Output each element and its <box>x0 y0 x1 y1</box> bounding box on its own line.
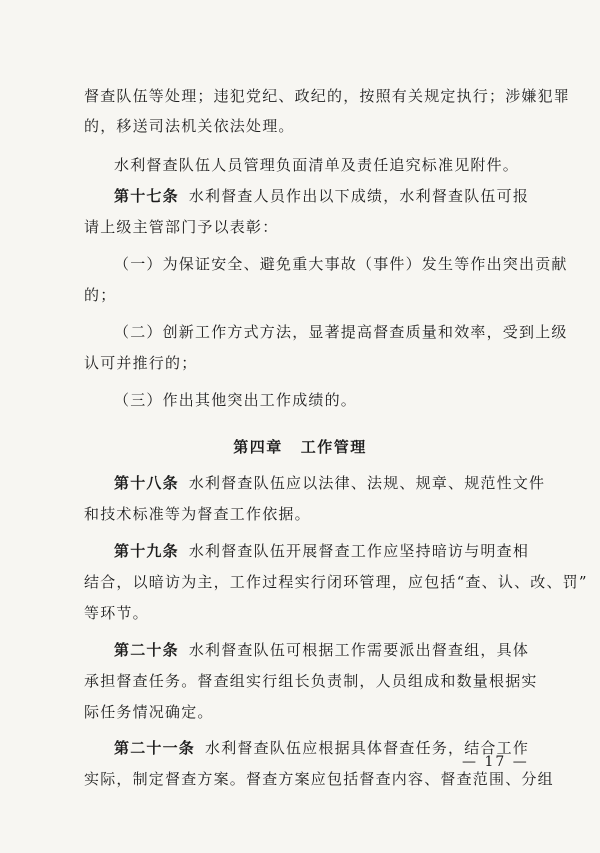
article-heading: 第十七条 <box>114 187 179 205</box>
body-line: 督查队伍等处理；违犯党纪、政纪的，按照有关规定执行；涉嫌犯罪 <box>84 87 571 105</box>
list-item: （三）作出其他突出工作成绩的。 <box>114 391 358 409</box>
article-heading: 第十九条 <box>114 542 179 560</box>
list-item: （一）为保证安全、避免重大事故（事件）发生等作出突出贡献 <box>114 255 568 273</box>
body-line: 的，移送司法机关依法处理。 <box>84 117 295 135</box>
body-line: 等环节。 <box>84 604 149 622</box>
article-18-line: 第十八条 水利督查队伍应以法律、法规、规章、规范性文件 <box>114 474 546 492</box>
article-19-line: 第十九条 水利督查队伍开展督查工作应坚持暗访与明查相 <box>114 542 530 560</box>
article-heading: 第十八条 <box>114 474 179 492</box>
article-heading: 第二十一条 <box>114 739 196 757</box>
body-line: 水利督查队伍人员管理负面清单及责任追究标准见附件。 <box>114 156 520 174</box>
article-20-line: 第二十条 水利督查队伍可根据工作需要派出督查组，具体 <box>114 641 530 659</box>
body-line: 的； <box>84 286 117 304</box>
chapter-heading: 第四章 工作管理 <box>233 438 367 456</box>
article-17-line: 第十七条 水利督查人员作出以下成绩，水利督查队伍可报 <box>114 187 530 205</box>
body-line: 认可并推行的； <box>84 354 198 372</box>
body-line: 际任务情况确定。 <box>84 703 214 721</box>
body-line: 结合，以暗访为主，工作过程实行闭环管理，应包括“查、认、改、罚” <box>84 573 588 591</box>
article-heading: 第二十条 <box>114 641 179 659</box>
body-line: 请上级主管部门予以表彰： <box>84 218 279 236</box>
page-number: — 17 — <box>462 754 529 770</box>
article-21-line: 第二十一条 水利督查队伍应根据具体督查任务，结合工作 <box>114 739 530 757</box>
list-item: （二）创新工作方式方法，显著提高督查质量和效率，受到上级 <box>114 323 568 341</box>
body-line: 实际，制定督查方案。督查方案应包括督查内容、督查范围、分组 <box>84 770 554 788</box>
body-line: 和技术标准等为督查工作依据。 <box>84 505 311 523</box>
body-line: 承担督查任务。督查组实行组长负责制，人员组成和数量根据实 <box>84 672 538 690</box>
